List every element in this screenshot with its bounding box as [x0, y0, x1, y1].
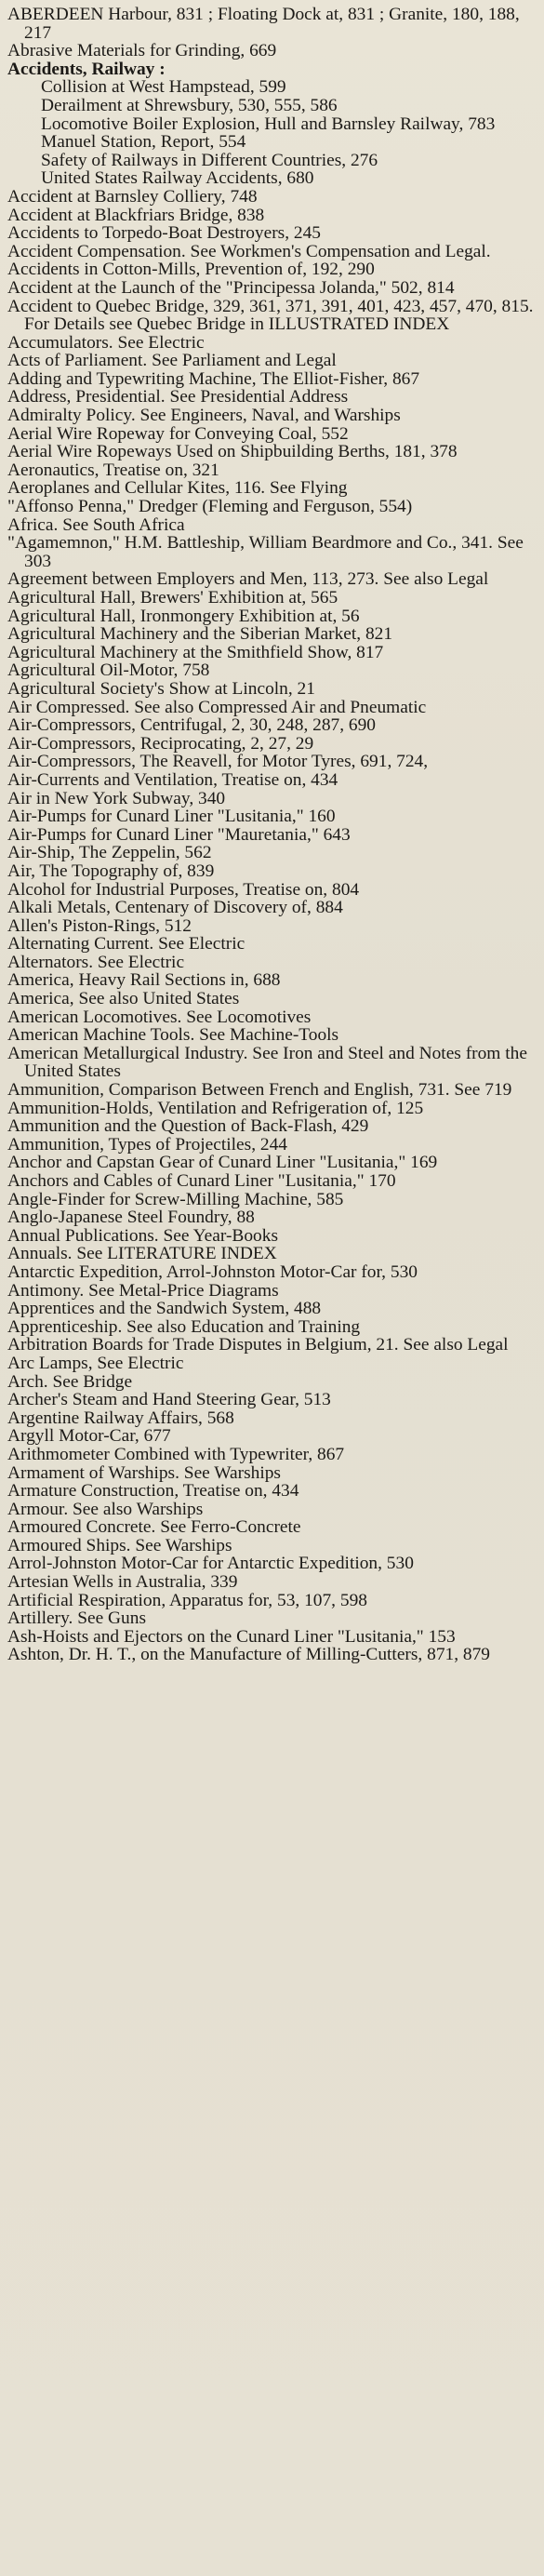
index-entry: Air in New York Subway, 340	[7, 788, 226, 808]
index-entry: Agricultural Society's Show at Lincoln, 21	[7, 678, 315, 699]
index-entry: American Metallurgical Industry. See Iron and Steel and Notes from the United States	[7, 1043, 527, 1082]
index-entry: Air-Ship, The Zeppelin, 562	[7, 843, 212, 863]
index-subentry: Collision at West Hampstead, 599	[41, 77, 286, 98]
index-subentry: United States Railway Accidents, 680	[41, 168, 314, 189]
index-entry: Accident at Blackfriars Bridge, 838	[7, 205, 265, 225]
index-entry: Anglo-Japanese Steel Foundry, 88	[7, 1208, 255, 1228]
index-entry: Accidents in Cotton-Mills, Prevention of, 192, 290	[7, 260, 375, 280]
index-entry: Arch. See Bridge	[7, 1371, 133, 1392]
index-entry: Arc Lamps, See Electric	[7, 1353, 184, 1373]
index-entry: Arithmometer Combined with Typewriter, 867	[7, 1444, 345, 1464]
index-entry: Agricultural Hall, Brewers' Exhibition at, 565	[7, 588, 338, 607]
index-entry: Accident at the Launch of the "Principessa Jolanda," 502, 814	[7, 277, 455, 298]
index-entry: Armoured Ships. See Warships	[7, 1535, 232, 1555]
index-entry: Arrol-Johnston Motor-Car for Antarctic Expedition, 530	[7, 1554, 414, 1574]
index-entry: Air-Currents and Ventilation, Treatise on, 434	[7, 769, 338, 790]
index-entry: Accident to Quebec Bridge, 329, 361, 371, 391, 401, 423, 457, 470, 815. For Details see Quebec Bridge in ILLUSTRATED INDEX	[7, 296, 534, 335]
index-entry: "Agamemnon," H.M. Battleship, William Beardmore and Co., 341. See 303	[7, 533, 524, 571]
index-entry: Air, The Topography of, 839	[7, 861, 215, 881]
index-entry: Adding and Typewriting Machine, The Elliot-Fisher, 867	[7, 368, 420, 389]
index-entry: Air-Compressors, The Reavell, for Motor Tyres, 691, 724,	[7, 752, 429, 772]
index-entry: Air Compressed. See also Compressed Air and Pneumatic	[7, 697, 427, 717]
index-entry: Aeroplanes and Cellular Kites, 116. See Flying	[7, 478, 348, 499]
index-entry: Allen's Piston-Rings, 512	[7, 915, 192, 936]
index-subentry: Derailment at Shrewsbury, 530, 555, 586	[41, 95, 338, 115]
index-entry: Alternators. See Electric	[7, 952, 185, 972]
index-entry: Annuals. See LITERATURE INDEX	[7, 1244, 277, 1264]
index-entry: Accumulators. See Electric	[7, 332, 205, 353]
index-entry: Air-Pumps for Cunard Liner "Lusitania," 160	[7, 807, 336, 827]
index-entry: Alternating Current. See Electric	[7, 934, 245, 954]
index-entry: Argentine Railway Affairs, 568	[7, 1408, 234, 1428]
index-entry: Admiralty Policy. See Engineers, Naval, and Warships	[7, 406, 401, 426]
index-entry: Apprenticeship. See also Education and Training	[7, 1316, 361, 1337]
index-entry: Annual Publications. See Year-Books	[7, 1225, 278, 1246]
index-entry: Apprentices and the Sandwich System, 488	[7, 1299, 322, 1319]
index-entry: Africa. See South Africa	[7, 514, 185, 535]
index-entry: Ammunition, Comparison Between French and English, 731. See 719	[7, 1080, 512, 1101]
index-entry: Accident at Barnsley Colliery, 748	[7, 186, 258, 207]
index-entry: Ammunition and the Question of Back-Flash, 429	[7, 1116, 369, 1137]
index-entry: Agreement between Employers and Men, 113, 273. See also Legal	[7, 569, 489, 590]
index-entry: Accident Compensation. See Workmen's Compensation and Legal.	[7, 241, 491, 261]
index-entry: Air-Compressors, Centrifugal, 2, 30, 248, 287, 690	[7, 715, 377, 736]
index-entry: Aerial Wire Ropeways Used on Shipbuilding Berths, 181, 378	[7, 442, 458, 462]
index-entry: Argyll Motor-Car, 677	[7, 1426, 171, 1447]
index-entry: Aeronautics, Treatise on, 321	[7, 460, 219, 480]
index-entry: Agricultural Machinery at the Smithfield Show, 817	[7, 642, 384, 662]
index-entry: Alkali Metals, Centenary of Discovery of, 884	[7, 898, 343, 918]
index-entry: ABERDEEN Harbour, 831 ; Floating Dock at, 831 ; Granite, 180, 188, 217	[7, 5, 520, 43]
index-entry: Ammunition-Holds, Ventilation and Refrigeration of, 125	[7, 1098, 424, 1118]
index-entry: Aerial Wire Ropeway for Conveying Coal, 552	[7, 423, 349, 444]
index-entry: "Affonso Penna," Dredger (Fleming and Ferguson, 554)	[7, 497, 413, 517]
index-entry: Acts of Parliament. See Parliament and Legal	[7, 351, 337, 371]
index-subentry: Manuel Station, Report, 554	[41, 132, 246, 153]
index-entry: Artillery. See Guns	[7, 1608, 146, 1629]
index-entry: American Machine Tools. See Machine-Tools	[7, 1025, 339, 1046]
index-entry: Air-Compressors, Reciprocating, 2, 27, 29	[7, 733, 314, 754]
index-entry: Address, Presidential. See Presidential Address	[7, 387, 349, 407]
index-entry: Abrasive Materials for Grinding, 669	[7, 41, 277, 61]
index-entry: Air-Pumps for Cunard Liner "Mauretania," 643	[7, 824, 351, 845]
index-entry: Armour. See also Warships	[7, 1499, 204, 1519]
index-entry: Ashton, Dr. H. T., on the Manufacture of Milling-Cutters, 871, 879	[7, 1645, 490, 1665]
index-entry: Antimony. See Metal-Price Diagrams	[7, 1280, 279, 1301]
index-list	[7, 6, 535, 1664]
index-entry: Alcohol for Industrial Purposes, Treatise on, 804	[7, 879, 360, 900]
index-entry: Artificial Respiration, Apparatus for, 53, 107, 598	[7, 1590, 367, 1610]
index-entry: Archer's Steam and Hand Steering Gear, 513	[7, 1390, 331, 1410]
index-entry: Anchor and Capstan Gear of Cunard Liner "Lusitania," 169	[7, 1153, 438, 1173]
index-entry: Agricultural Oil-Motor, 758	[7, 661, 210, 681]
index-entry: America, Heavy Rail Sections in, 688	[7, 970, 281, 991]
index-entry: Arbitration Boards for Trade Disputes in Belgium, 21. See also Legal	[7, 1335, 509, 1355]
index-subentry: Safety of Railways in Different Countries, 276	[41, 150, 378, 170]
index-entry: Armoured Concrete. See Ferro-Concrete	[7, 1517, 301, 1538]
index-entry: Armament of Warships. See Warships	[7, 1462, 281, 1483]
index-entry: American Locomotives. See Locomotives	[7, 1007, 312, 1027]
index-entry: Ash-Hoists and Ejectors on the Cunard Liner "Lusitania," 153	[7, 1626, 456, 1647]
index-entry: Agricultural Machinery and the Siberian Market, 821	[7, 624, 393, 645]
index-entry: Armature Construction, Treatise on, 434	[7, 1481, 299, 1502]
index-entry: Accidents to Torpedo-Boat Destroyers, 245	[7, 223, 322, 244]
index-heading: Accidents, Railway :	[7, 59, 166, 79]
index-entry: Anchors and Cables of Cunard Liner "Lusitania," 170	[7, 1171, 396, 1191]
index-entry: Angle-Finder for Screw-Milling Machine, 585	[7, 1189, 344, 1209]
index-entry: Agricultural Hall, Ironmongery Exhibition at, 56	[7, 606, 360, 626]
index-subentry: Locomotive Boiler Explosion, Hull and Barnsley Railway, 783	[41, 113, 496, 134]
index-entry: Antarctic Expedition, Arrol-Johnston Motor-Car for, 530	[7, 1261, 418, 1282]
index-entry: Artesian Wells in Australia, 339	[7, 1572, 238, 1593]
index-entry: America, See also United States	[7, 989, 240, 1009]
index-entry: Ammunition, Types of Projectiles, 244	[7, 1134, 287, 1155]
